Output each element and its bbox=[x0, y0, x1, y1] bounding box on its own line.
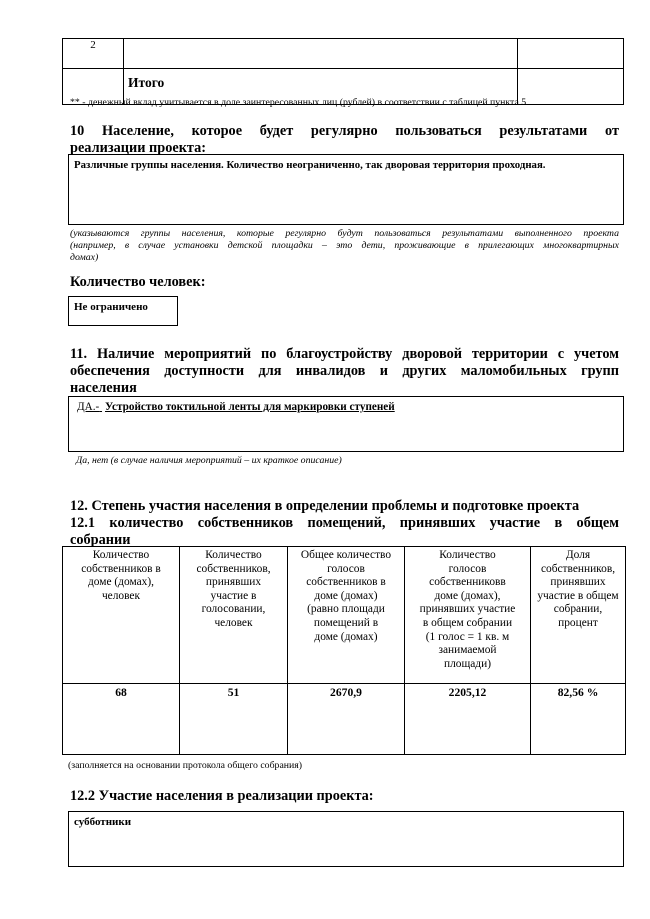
section10-hint-line1: (указываются группы населения, которые регулярно будут пользоваться результатами выполненного проекта bbox=[70, 228, 619, 239]
header-line: собственников в bbox=[81, 562, 161, 575]
table-header-row bbox=[63, 547, 626, 684]
header-line: собственников, bbox=[196, 562, 271, 575]
population-answer-text: Различные группы населения. Количество неограниченно, так дворовая территория проходная. bbox=[74, 159, 546, 171]
header-line: принявших bbox=[205, 576, 262, 589]
section10-heading-line1: 10 Население, которое будет регулярно пользоваться результатами от bbox=[70, 123, 619, 139]
header-line: человек bbox=[101, 589, 141, 602]
header-line: помещений в bbox=[313, 616, 379, 629]
header-participant-votes bbox=[405, 547, 531, 684]
header-line: голосовании, bbox=[201, 603, 266, 616]
header-line: собственников в bbox=[306, 576, 386, 589]
row-number: 2 bbox=[63, 39, 124, 69]
participation-answer: субботники bbox=[74, 816, 132, 828]
header-line: доме (домах) bbox=[314, 630, 378, 643]
header-owners-count bbox=[63, 547, 180, 684]
total-label: Итого bbox=[124, 69, 518, 105]
header-line: (1 голос = 1 кв. м bbox=[425, 630, 510, 643]
owners-participation-table bbox=[62, 546, 626, 755]
header-line: доме (домах), bbox=[434, 589, 501, 602]
accessibility-answer-text: Устройство токтильной ленты для маркировки ступеней bbox=[105, 401, 395, 413]
header-line: принявших bbox=[550, 576, 606, 589]
section12-1-heading-line1: 12.1 количество собственников помещений, принявших участие в общем bbox=[70, 515, 619, 531]
section10-heading-line2: реализации проекта: bbox=[70, 140, 207, 156]
section12-2-heading: 12.2 Участие населения в реализации проекта: bbox=[70, 788, 374, 804]
header-voted-count bbox=[180, 547, 288, 684]
header-line: принявших участие bbox=[419, 603, 516, 616]
table-cell bbox=[518, 39, 624, 69]
table-row bbox=[63, 39, 624, 69]
header-line: собственниковв bbox=[429, 576, 506, 589]
header-line: Доля bbox=[565, 549, 591, 561]
header-line: доме (домах) bbox=[314, 589, 378, 602]
header-line: собрании, bbox=[553, 603, 603, 616]
section11-hint: Да, нет (в случае наличия мероприятий – их краткое описание) bbox=[76, 455, 342, 466]
header-line: голосов bbox=[448, 562, 487, 575]
section10-hint-line3: домах) bbox=[70, 252, 99, 263]
header-line: площади) bbox=[444, 657, 491, 670]
header-line: занимаемой bbox=[438, 644, 497, 657]
table-values-row bbox=[63, 684, 626, 755]
header-line: Количество bbox=[205, 549, 262, 561]
footnote: ** - денежный вклад учитывается в доле заинтересованных лиц (рублей) в соответствии с таблицей пункта 5 bbox=[70, 97, 527, 108]
accessibility-answer-box bbox=[68, 396, 624, 452]
section11-heading-line3: населения bbox=[70, 380, 137, 396]
value-participant-votes: 2205,12 bbox=[405, 684, 531, 755]
header-line: процент bbox=[558, 616, 598, 629]
table-note: (заполняется на основании протокола общего собрания) bbox=[68, 760, 303, 771]
value-total-votes: 2670,9 bbox=[288, 684, 405, 755]
header-line: Количество bbox=[439, 549, 496, 561]
header-line: Общее количество bbox=[300, 549, 392, 561]
header-line: голосов bbox=[327, 562, 365, 575]
section11-heading-line1: 11. Наличие мероприятий по благоустройству дворовой территории с учетом bbox=[70, 346, 619, 362]
value-voted-count: 51 bbox=[180, 684, 288, 755]
header-line: доме (домах), bbox=[88, 576, 154, 589]
header-line: в общем собрании bbox=[422, 616, 513, 629]
header-share-percent bbox=[531, 547, 626, 684]
accessibility-answer-prefix: ДА.- bbox=[77, 401, 100, 413]
accessibility-answer bbox=[77, 401, 395, 414]
section12-1-heading-line2: собрании bbox=[70, 532, 131, 548]
section11-heading-line2: обеспечения доступности для инвалидов и других маломобильных групп bbox=[70, 363, 619, 379]
participation-answer-box bbox=[68, 811, 624, 867]
header-line: собственников, bbox=[540, 562, 616, 575]
header-line: человек bbox=[214, 616, 253, 629]
top-summary-table bbox=[62, 38, 624, 105]
population-answer-box bbox=[68, 154, 624, 225]
header-line: участие в общем bbox=[537, 589, 619, 602]
table-cell bbox=[124, 39, 518, 69]
value-owners-count: 68 bbox=[63, 684, 180, 755]
count-value-box bbox=[68, 296, 178, 326]
header-line: (равно площади bbox=[307, 603, 385, 616]
value-share-percent: 82,56 % bbox=[531, 684, 626, 755]
section10-hint-line2: (например, в случае установки детской площадки – это дети, проживающие в прилегающих многоквартирных bbox=[70, 240, 619, 251]
count-label: Количество человек: bbox=[70, 274, 206, 290]
header-total-votes bbox=[288, 547, 405, 684]
header-line: Количество bbox=[92, 549, 150, 561]
section12-heading: 12. Степень участия населения в определении проблемы и подготовке проекта bbox=[70, 498, 580, 514]
count-value: Не ограничено bbox=[74, 301, 148, 313]
header-line: участие в bbox=[210, 589, 257, 602]
